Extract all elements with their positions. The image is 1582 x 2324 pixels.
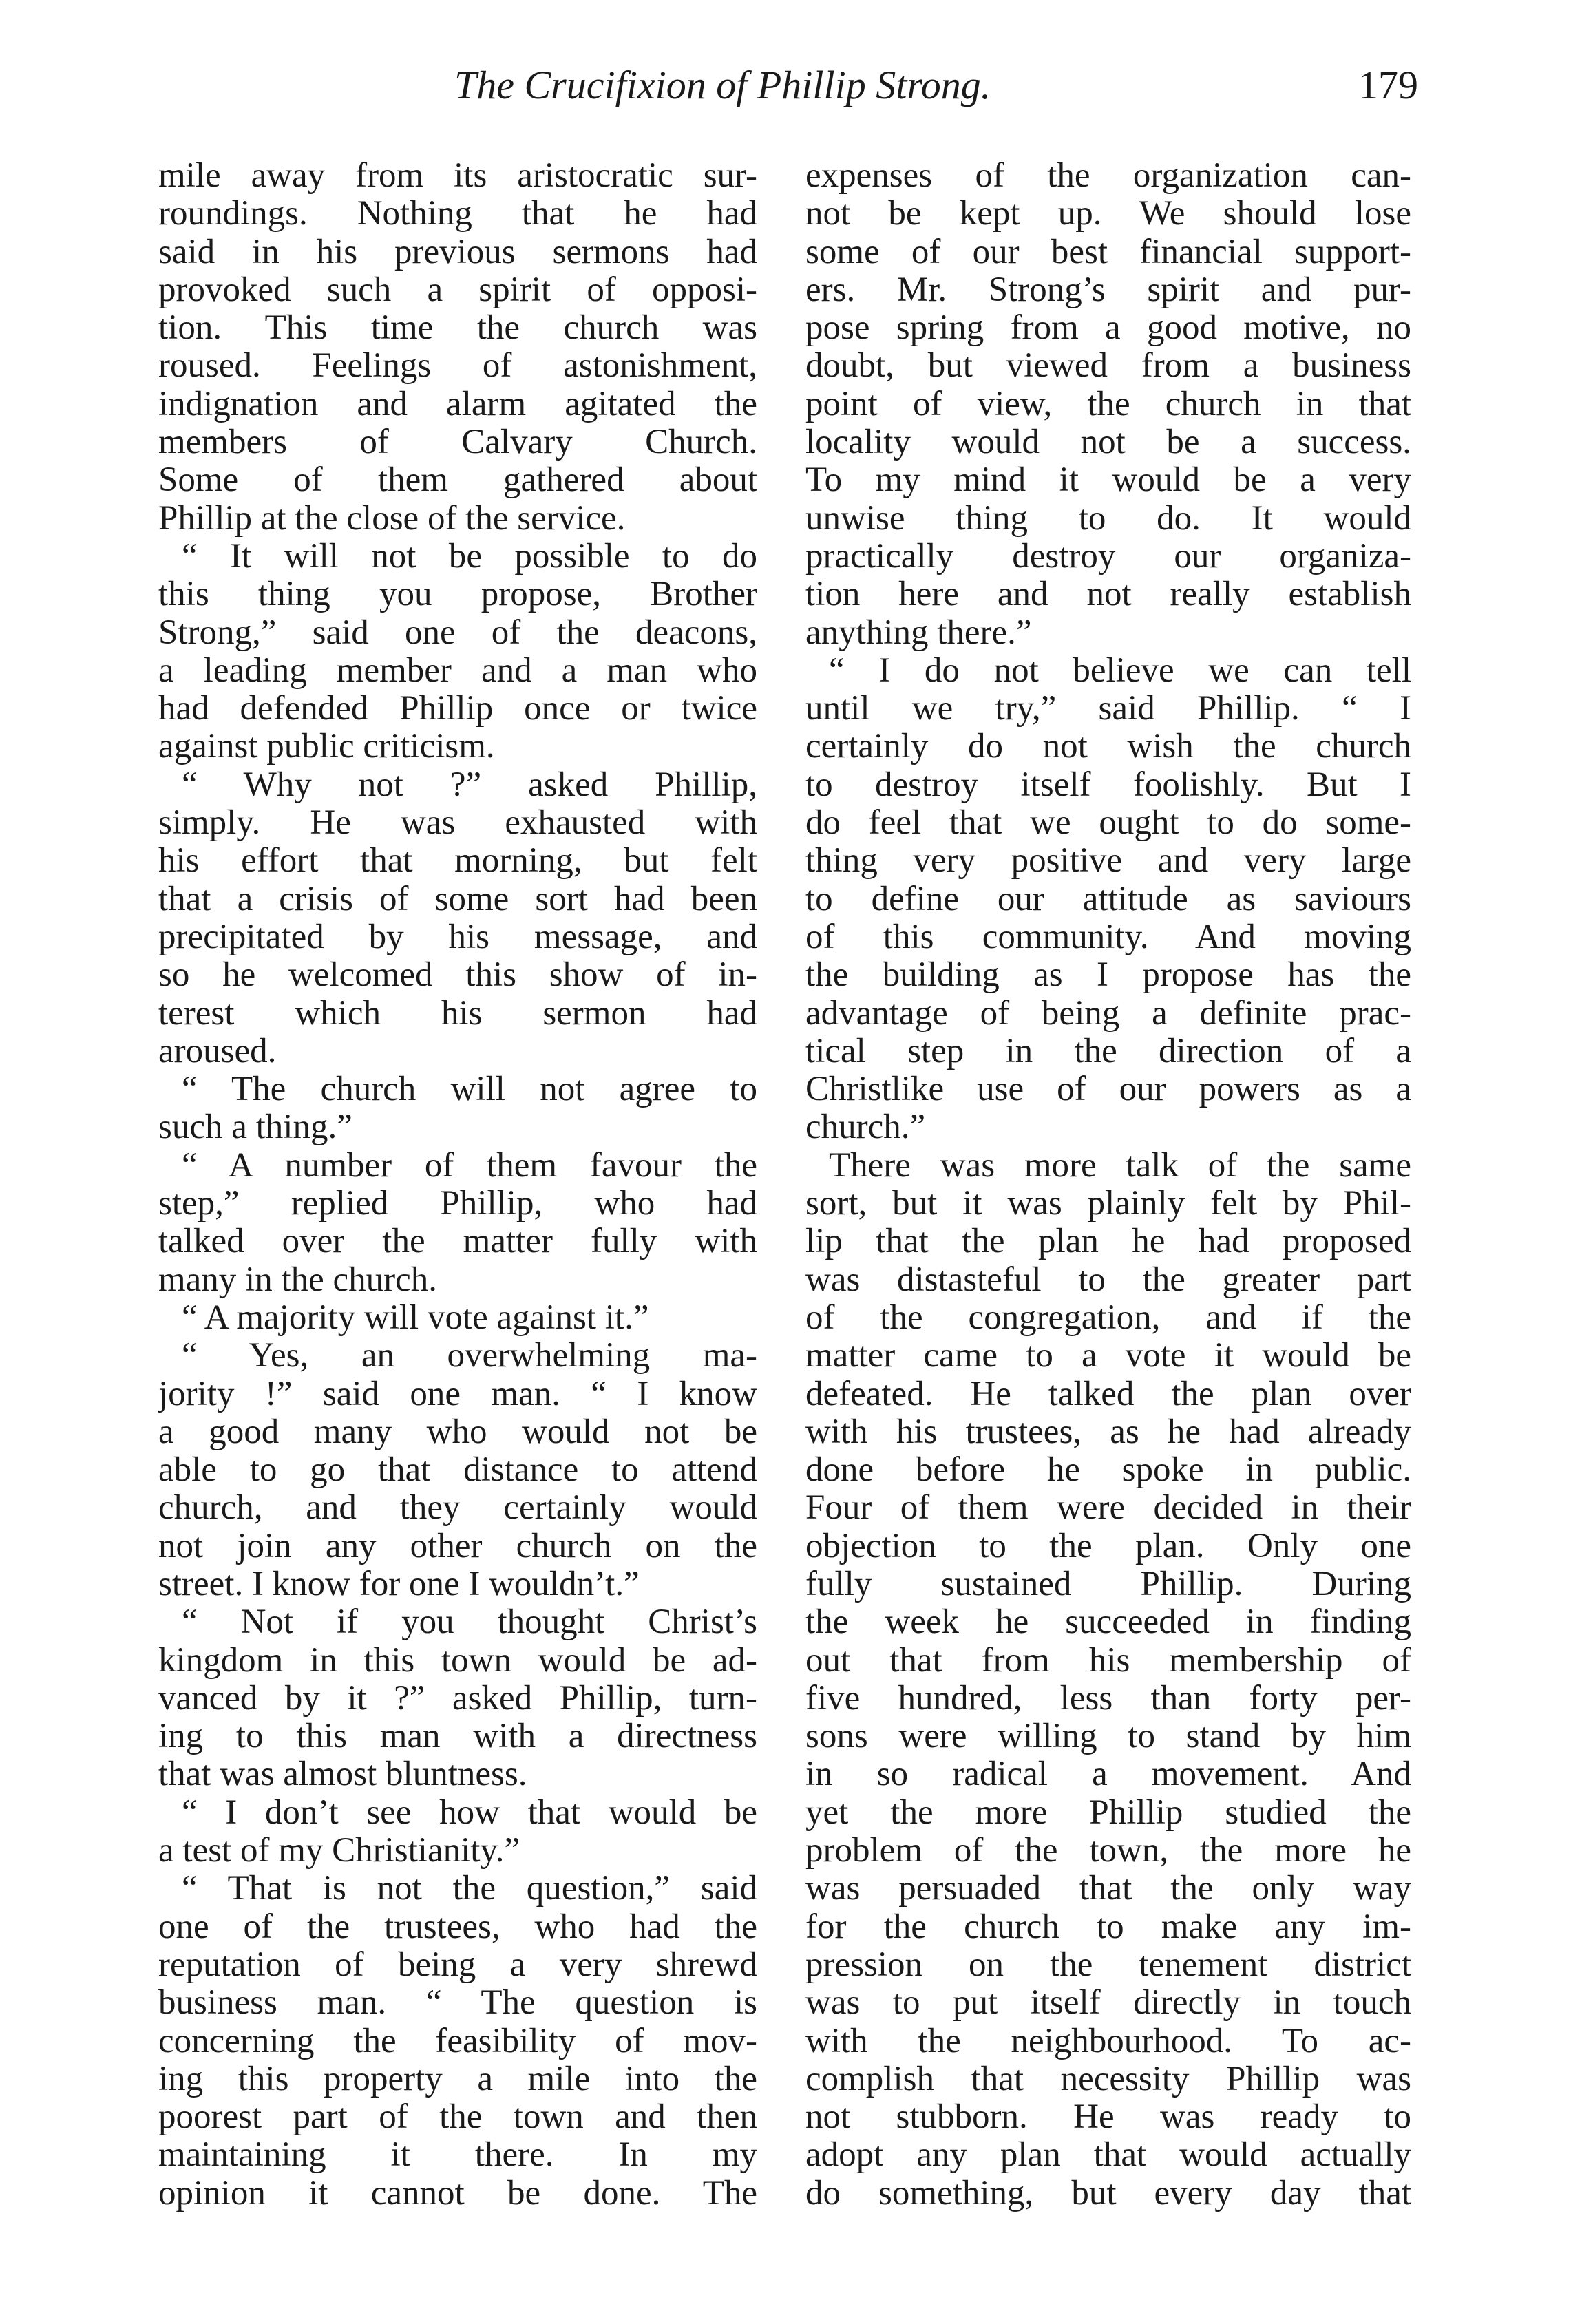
text-line: “ A number of them favour the [182, 1146, 757, 1185]
text-line: jority !” said one man. “ I know [158, 1375, 757, 1413]
text-line: To my mind it would be a very [805, 461, 1411, 500]
text-line: concerning the feasibility of mov- [158, 2022, 757, 2060]
text-line: ing to this man with a directness [158, 1718, 757, 1756]
text-line: vanced by it ?” asked Phillip, turn- [158, 1679, 757, 1718]
text-line: unwise thing to do. It would [805, 499, 1411, 538]
text-line: adopt any plan that would actually [805, 2136, 1411, 2175]
text-line: some of our best financial support- [805, 233, 1411, 271]
text-line: “ The church will not agree to [182, 1070, 757, 1109]
text-line: do something, but every day that [805, 2174, 1411, 2212]
text-line: until we try,” said Phillip. “ I [805, 690, 1411, 728]
text-line: practically destroy our organiza- [805, 537, 1411, 575]
text-line: the building as I propose has the [805, 956, 1411, 995]
text-line: business man. “ The question is [158, 1984, 757, 2022]
text-line: simply. He was exhausted with [158, 804, 757, 843]
text-line: defeated. He talked the plan over [805, 1375, 1411, 1413]
text-line: expenses of the organization can- [805, 157, 1411, 195]
text-line: sons were willing to stand by him [805, 1718, 1411, 1756]
text-line: “ Yes, an overwhelming ma- [182, 1337, 757, 1375]
text-line: roundings. Nothing that he had [158, 195, 757, 233]
running-title: The Crucifixion of Phillip Strong. [454, 63, 991, 107]
text-line: against public criticism. [158, 728, 495, 766]
text-line: many in the church. [158, 1260, 438, 1299]
text-line: the week he succeeded in finding [805, 1603, 1411, 1642]
text-line: of this community. And moving [805, 918, 1411, 956]
text-line: was distasteful to the greater part [805, 1260, 1411, 1299]
text-line: to define our attitude as saviours [805, 880, 1411, 918]
text-line: had defended Phillip once or twice [158, 690, 757, 728]
text-line: “ I don’t see how that would be [182, 1793, 757, 1832]
text-line: was persuaded that the only way [805, 1870, 1411, 1908]
text-line: members of Calvary Church. [158, 423, 757, 462]
text-line: that was almost bluntness. [158, 1755, 527, 1794]
text-line: not be kept up. We should lose [805, 195, 1411, 233]
text-line: done before he spoke in public. [805, 1451, 1411, 1490]
text-line: point of view, the church in that [805, 385, 1411, 423]
text-line: said in his previous sermons had [158, 233, 757, 271]
text-line: one of the trustees, who had the [158, 1908, 757, 1946]
text-line: Strong,” said one of the deacons, [158, 613, 757, 652]
text-line: ers. Mr. Strong’s spirit and pur- [805, 271, 1411, 309]
text-line: tical step in the direction of a [805, 1032, 1411, 1070]
text-line: advantage of being a definite prac- [805, 994, 1411, 1033]
text-line: indignation and alarm agitated the [158, 385, 757, 423]
text-line: problem of the town, the more he [805, 1832, 1411, 1870]
text-line: this thing you propose, Brother [158, 575, 757, 614]
text-line: five hundred, less than forty per- [805, 1679, 1411, 1718]
text-line: doubt, but viewed from a business [805, 347, 1411, 385]
text-line: Phillip at the close of the service. [158, 499, 626, 538]
text-line: pression on the tenement district [805, 1945, 1411, 1984]
left-text-column [158, 157, 757, 2212]
right-text-column [805, 157, 1411, 2212]
text-line: for the church to make any im- [805, 1908, 1411, 1946]
text-line: ing this property a mile into the [158, 2060, 757, 2098]
text-line: terest which his sermon had [158, 994, 757, 1033]
text-line: to destroy itself foolishly. But I [805, 765, 1411, 804]
text-line: kingdom in this town would be ad- [158, 1641, 757, 1680]
text-line: “ That is not the question,” said [182, 1870, 757, 1908]
text-line: so he welcomed this show of in- [158, 956, 757, 995]
text-line: of the congregation, and if the [805, 1298, 1411, 1337]
text-line: that a crisis of some sort had been [158, 880, 757, 918]
text-line: opinion it cannot be done. The [158, 2174, 757, 2212]
text-line: church, and they certainly would [158, 1489, 757, 1528]
text-line: “ I do not believe we can tell [829, 651, 1411, 690]
text-line: with his trustees, as he had already [805, 1413, 1411, 1451]
text-line: church.” [805, 1108, 926, 1147]
text-line: mile away from its aristocratic sur- [158, 157, 757, 195]
text-line: aroused. [158, 1032, 277, 1070]
text-line: not join any other church on the [158, 1527, 757, 1565]
text-line: able to go that distance to attend [158, 1451, 757, 1490]
text-line: a test of my Christianity.” [158, 1832, 520, 1870]
text-line: sort, but it was plainly felt by Phil- [805, 1185, 1411, 1223]
text-line: provoked such a spirit of opposi- [158, 271, 757, 309]
text-line: certainly do not wish the church [805, 728, 1411, 766]
text-line: step,” replied Phillip, who had [158, 1185, 757, 1223]
text-line: such a thing.” [158, 1108, 352, 1147]
text-line: a leading member and a man who [158, 651, 757, 690]
page-header [158, 62, 1418, 117]
text-line: maintaining it there. In my [158, 2136, 757, 2175]
text-line: a good many who would not be [158, 1413, 757, 1451]
text-line: Christlike use of our powers as a [805, 1070, 1411, 1109]
text-line: in so radical a movement. And [805, 1755, 1411, 1794]
text-line: objection to the plan. Only one [805, 1527, 1411, 1565]
text-line: anything there.” [805, 613, 1032, 652]
text-line: “ Not if you thought Christ’s [182, 1603, 757, 1642]
text-line: street. I know for one I wouldn’t.” [158, 1565, 640, 1603]
text-line: complish that necessity Phillip was [805, 2060, 1411, 2098]
text-line: lip that the plan he had proposed [805, 1223, 1411, 1261]
text-line: “ A majority will vote against it.” [182, 1298, 649, 1337]
text-line: his effort that morning, but felt [158, 842, 757, 880]
text-line: Four of them were decided in their [805, 1489, 1411, 1528]
text-line: talked over the matter fully with [158, 1223, 757, 1261]
text-line: matter came to a vote it would be [805, 1337, 1411, 1375]
text-line: fully sustained Phillip. During [805, 1565, 1411, 1603]
text-line: was to put itself directly in touch [805, 1984, 1411, 2022]
page-number: 179 [1358, 63, 1418, 107]
text-line: “ It will not be possible to do [182, 537, 757, 575]
text-line: with the neighbourhood. To ac- [805, 2022, 1411, 2060]
text-line: pose spring from a good motive, no [805, 309, 1411, 348]
text-line: do feel that we ought to do some- [805, 804, 1411, 843]
text-line: roused. Feelings of astonishment, [158, 347, 757, 385]
text-line: precipitated by his message, and [158, 918, 757, 956]
text-line: reputation of being a very shrewd [158, 1945, 757, 1984]
text-line: yet the more Phillip studied the [805, 1793, 1411, 1832]
text-line: thing very positive and very large [805, 842, 1411, 880]
text-line: not stubborn. He was ready to [805, 2098, 1411, 2137]
text-line: Some of them gathered about [158, 461, 757, 500]
text-line: There was more talk of the same [829, 1146, 1411, 1185]
text-line: tion. This time the church was [158, 309, 757, 348]
text-line: out that from his membership of [805, 1641, 1411, 1680]
text-line: poorest part of the town and then [158, 2098, 757, 2137]
text-line: “ Why not ?” asked Phillip, [182, 765, 757, 804]
text-line: tion here and not really establish [805, 575, 1411, 614]
text-line: locality would not be a success. [805, 423, 1411, 462]
